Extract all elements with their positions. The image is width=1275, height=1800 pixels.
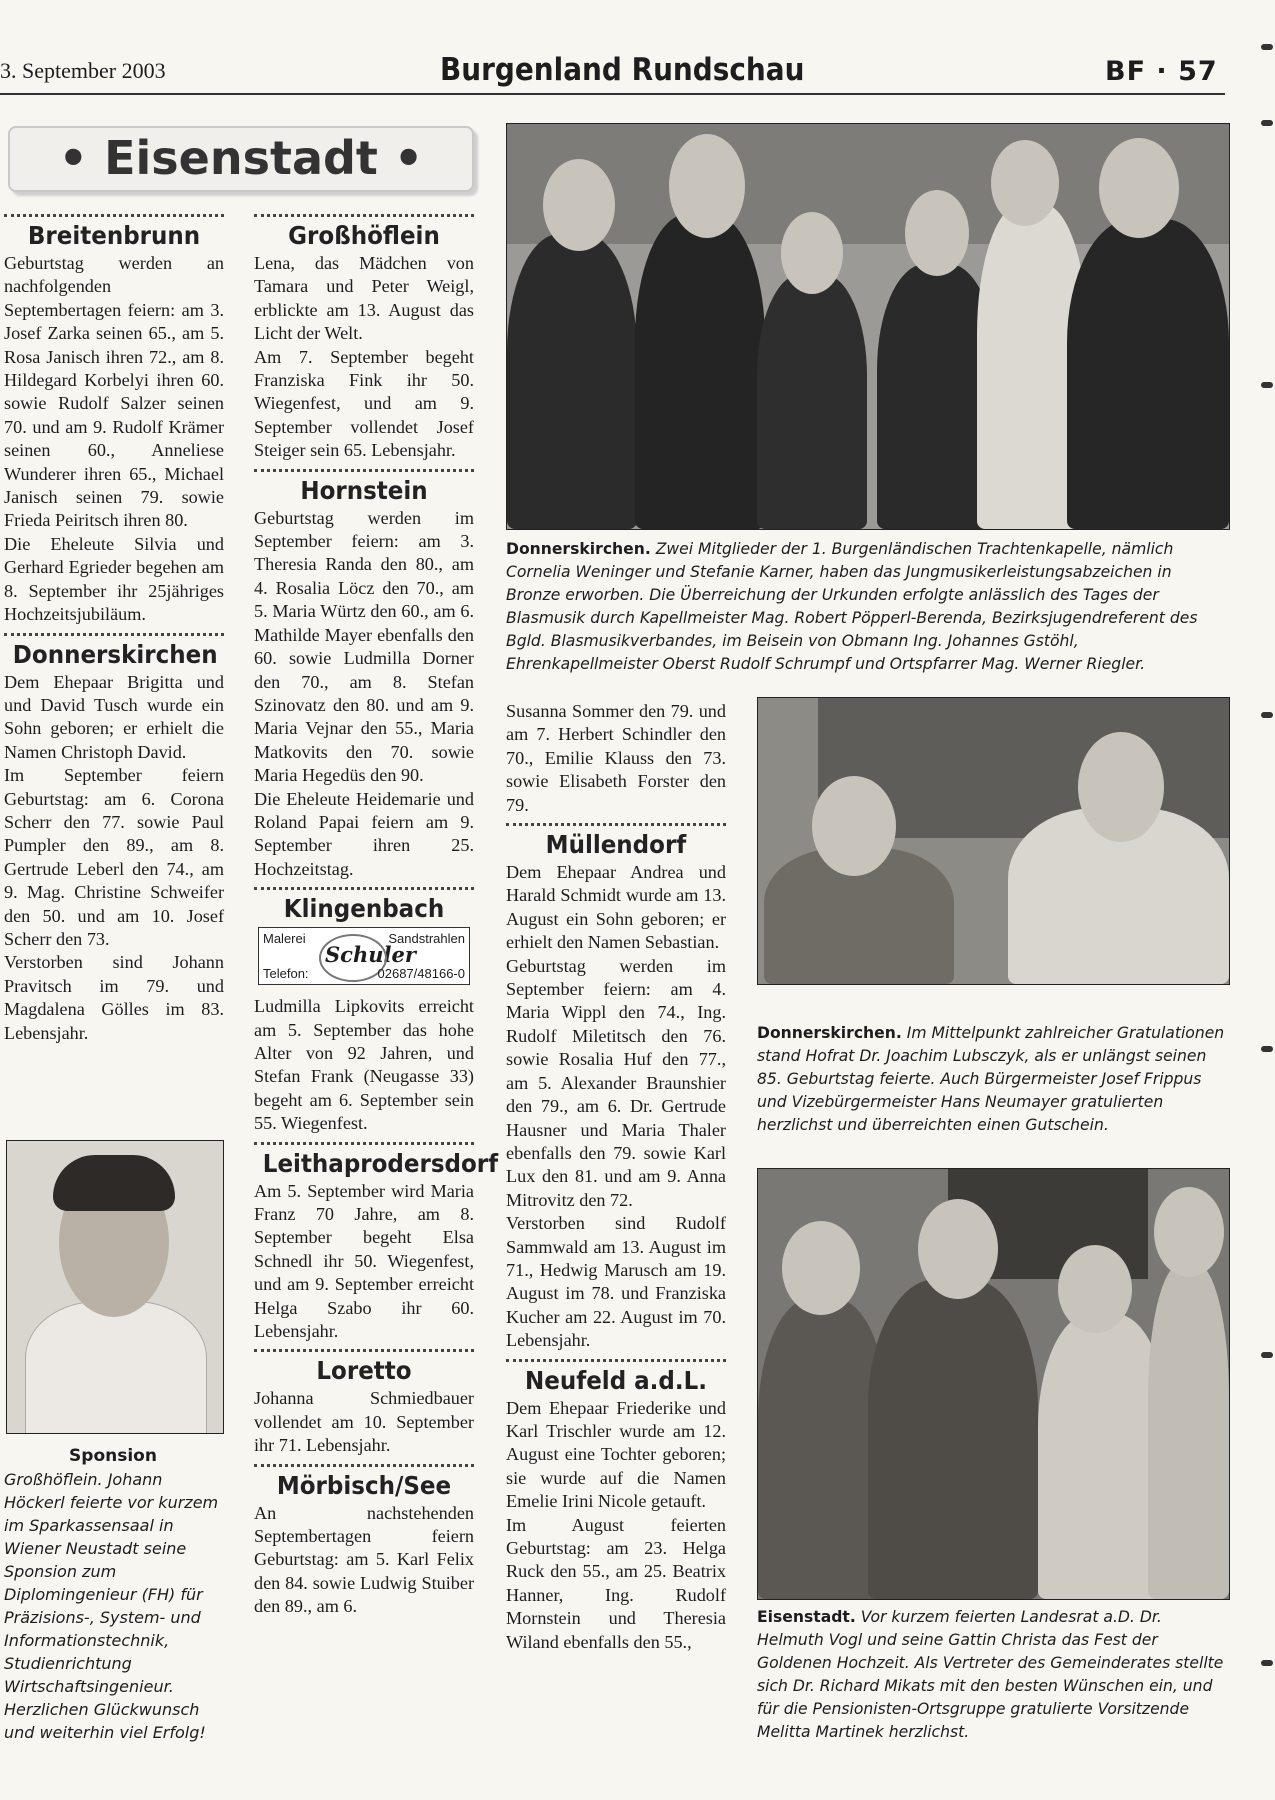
article-text: Am 7. September begeht Franziska Fink ihr 50. Wiegenfest, und am 9. September vollendet Josef Steiger sein 65. Lebensjahr. [254, 346, 474, 461]
ad-slot [254, 927, 474, 989]
town-heading: Breitenbrunn [27, 221, 201, 250]
caption-place: Eisenstadt. [757, 1608, 856, 1626]
photo-golden-wedding [757, 1168, 1230, 1600]
article-text: Geburtstag werden im September feiern: am 4. Maria Wippl den 74., Ing. Rudolf Miletitsch den 76. sowie Rosalia Huf den 77., am 5. Alexander Braunshier den 79., am 6. Dr. Gertrude Hausner und Maria Thaler ebenfalls den 79. sowie Karl Lux den 81. und am 9. Anna Mitrovitz den 72. [506, 955, 726, 1210]
scan-mark [1261, 712, 1273, 718]
divider [254, 1349, 474, 1352]
article-text: Verstorben sind Rudolf Sammwald am 13. August im 71., Hedwig Marusch am 19. August im 78. und Franziska Kucher am 22. August im 70. Lebensjahr. [506, 1213, 726, 1351]
caption-photo-3 [757, 1606, 1228, 1744]
face-shape [1058, 1245, 1132, 1333]
town-heading: Mörbisch/See [276, 1470, 452, 1500]
article-text: Die Eheleute Silvia und Gerhard Egrieder begehen am 8. September ihr 25jähriges Hochzeitsjubiläum. [4, 533, 224, 625]
column-2 [254, 208, 499, 1619]
article-text: Geburtstag werden an nachfolgenden Septembertagen feiern: am 3. Josef Zarka seinen 65., am 5. Rosa Janisch ihren 72., am 8. Hildegard Korbelyi ihren 60. sowie Rudolf Salzer seinen 70. und am 9. Rudolf Krämer seinen 60., Anneliese Wunderer ihren 65., Michael Janisch seinen 79. sowie Frieda Peiritsch ihren 80. [4, 253, 224, 531]
photo-birthday [757, 697, 1230, 985]
article-text: Dem Ehepaar Brigitta und und David Tusch wurde ein Sohn geboren; er erhielt die Namen Christoph David. [4, 671, 224, 762]
divider [506, 823, 726, 826]
caption-text: Im Mittelpunkt zahlreicher Gratulationen stand Hofrat Dr. Joachim Lubsczyk, als er unlängst seinen 85. Geburtstag feierte. Auch Bürgermeister Josef Frippus und Vizebürgermeister Hans Neumayer gratulierten herzlichst und überreichten einen Gutschein. [757, 1024, 1225, 1134]
section-banner [8, 126, 474, 192]
portrait-photo [6, 1140, 224, 1434]
advertisement [258, 927, 470, 985]
sponsion-text: Großhöflein. Johann Höckerl feierte vor kurzem im Sparkassensaal in Wiener Neustadt seine Sponsion zum Diplomingenieur (FH) für Präzisions-, System- und Informationstechnik, Studienrichtung Wirtschaftsingenieur. Herzlichen Glückwunsch und weiterhin viel Erfolg! [4, 1470, 219, 1742]
divider [254, 1142, 474, 1145]
ad-left-top: Malerei [263, 931, 306, 947]
face-shape [782, 1221, 860, 1315]
divider [4, 214, 224, 217]
ad-left-bottom: Telefon: [263, 966, 309, 982]
town-heading: Loretto [316, 1356, 412, 1386]
town-heading: Großhöflein [288, 221, 440, 250]
caption-photo-2 [757, 1022, 1228, 1137]
person-silhouette [868, 1279, 1038, 1599]
face-shape [669, 134, 745, 238]
divider [254, 469, 474, 472]
article-text: Dem Ehepaar Friederike und Karl Trischler wurde am 12. August eine Tochter geboren; sie wurde auf die Namen Emelie Irini Nicole getauft. [506, 1397, 726, 1512]
person-silhouette [757, 274, 867, 529]
town-heading: Klingenbach [283, 894, 445, 924]
town-heading: Hornstein [300, 475, 428, 505]
person-silhouette [1067, 219, 1229, 529]
article-text: Geburtstag werden im September feiern: am 3. Theresia Randa den 80., am 4. Rosalia Löcz den 70., am 5. Maria Würtz den 60., am 6. Mathilde Mayer ebenfalls den 60. sowie Ludmilla Dorner den 70., am 8. Stefan Szinovatz den 80. und am 9. Maria Vejnar den 55., Maria Matkovits den 70. sowie Maria Hegedüs den 90. [254, 507, 474, 786]
person-silhouette [1148, 1264, 1229, 1599]
hair-shape [53, 1155, 175, 1211]
scan-mark [1261, 120, 1273, 126]
divider [254, 1464, 474, 1467]
scan-mark [1261, 1660, 1273, 1666]
face-shape [543, 159, 615, 251]
sponsion-title: Sponsion [69, 1446, 157, 1466]
town-heading: Donnerskirchen [12, 639, 218, 669]
divider [254, 214, 474, 217]
page-number: BF · 57 [1105, 56, 1218, 87]
article-text: Ludmilla Lipkovits erreicht am 5. September das hohe Alter von 92 Jahren, und Stefan Frank (Neugasse 33) begeht am 6. September sein 55. Wiegenfest. [254, 996, 474, 1134]
photo-trachtenkapelle [506, 123, 1230, 530]
scan-mark [1261, 44, 1273, 50]
person-silhouette [507, 234, 637, 529]
column-1 [4, 208, 224, 1045]
ad-right-top: Sandstrahlen [388, 931, 465, 947]
article-text: Dem Ehepaar Andrea und Harald Schmidt wurde am 13. August ein Sohn geboren; er erhielt den Namen Sebastian. [506, 862, 726, 953]
caption-place: Donnerskirchen. [757, 1024, 902, 1042]
face-shape [781, 212, 843, 294]
column-3 [506, 700, 726, 1654]
scan-mark [1261, 382, 1273, 388]
caption-photo-1 [506, 538, 1228, 676]
issue-date: 3. September 2003 [0, 58, 166, 83]
face-shape [918, 1199, 998, 1299]
caption-place: Donnerskirchen. [506, 540, 651, 558]
article-text: Johanna Schmiedbauer vollendet am 10. September ihr 71. Lebensjahr. [254, 1388, 474, 1456]
face-shape [905, 190, 969, 276]
person-silhouette [635, 214, 765, 529]
header-rule [0, 93, 1225, 95]
face-shape [1099, 138, 1179, 238]
scan-mark [1261, 1352, 1273, 1358]
divider [4, 633, 224, 636]
shirt-shape [25, 1301, 207, 1434]
face-shape [991, 140, 1059, 226]
sponsion-block [4, 1440, 222, 1744]
article-text: Verstorben sind Johann Pravitsch im 79. und Magdalena Gölles im 83. Lebensjahr. [4, 952, 224, 1043]
caption-text: Vor kurzem feierten Landesrat a.D. Dr. Helmuth Vogl und seine Gattin Christa das Fest der Goldenen Hochzeit. Als Vertreter des Gemeinderates stellte sich Dr. Richard Mikats mit den besten Wünschen ein, und für die Pensionisten-Ortsgruppe gratulierte Vorsitzende Melitta Martinek herzlichst. [757, 1608, 1224, 1741]
newspaper-title: Burgenland Rundschau [440, 52, 805, 88]
face-shape [1154, 1187, 1224, 1277]
divider [254, 887, 474, 890]
divider [506, 1359, 726, 1362]
face-shape [1078, 732, 1164, 842]
caption-text: Zwei Mitglieder der 1. Burgenländischen Trachtenkapelle, nämlich Cornelia Weninger und Stefanie Karner, haben das Jungmusikerleistungsabzeichen in Bronze erworben. Die Überreichung der Urkunden erfolgte anlässlich des Tages der Blasmusik durch Kapellmeister Mag. Robert Pöpperl-Berenda, Bezirksjugendreferent des Bgld. Blasmusikverbandes, im Beisein von Obmann Ing. Johannes Gstöhl, Ehrenkapellmeister Oberst Rudolf Schrumpf und Ortspfarrer Mag. Werner Riegler. [506, 540, 1198, 673]
article-text: Im September feiern Geburtstag: am 6. Corona Scherr den 77. sowie Paul Pumpler den 89., am 8. Gertrude Leberl den 74., am 9. Mag. Christine Schweifer den 50. und am 10. Josef Scherr den 73. [4, 765, 224, 949]
article-text: Die Eheleute Heidemarie und Roland Papai feiern am 9. September ihren 25. Hochzeitstag. [254, 788, 474, 879]
article-text: Im August feierten Geburtstag: am 23. Helga Ruck den 55., am 25. Beatrix Hanner, Ing. Rudolf Mornstein und Theresia Wiland ebenfalls den 55., [506, 1514, 726, 1652]
article-text: Lena, das Mädchen von Tamara und Peter Weigl, erblickte am 13. August das Licht der Welt. [254, 253, 474, 344]
article-text: An nachstehenden Septembertagen feiern Geburtstag: am 5. Karl Felix den 84. sowie Ludwig Stuiber den 89., am 6. [254, 1502, 474, 1617]
section-banner-title: • Eisenstadt • [58, 131, 424, 185]
ad-phone: 02687/48166-0 [377, 966, 465, 982]
face-shape [812, 776, 896, 876]
town-heading: Neufeld a.d.L. [524, 1365, 708, 1395]
article-text: Am 5. September wird Maria Franz 70 Jahre, am 8. September begeht Elsa Schnedl ihr 50. Wiegenfest, und am 9. September erreicht Helga Szabo ihr 60. Lebensjahr. [254, 1180, 474, 1342]
town-heading: Müllendorf [545, 830, 687, 860]
town-heading: Leithaprodersdorf [262, 1148, 499, 1178]
ad-logo: Schuler [325, 942, 416, 968]
scan-mark [1261, 1046, 1273, 1052]
article-text: Susanna Sommer den 79. und am 7. Herbert Schindler den 70., Emilie Klauss den 73. sowie Elisabeth Forster den 79. [506, 701, 726, 815]
